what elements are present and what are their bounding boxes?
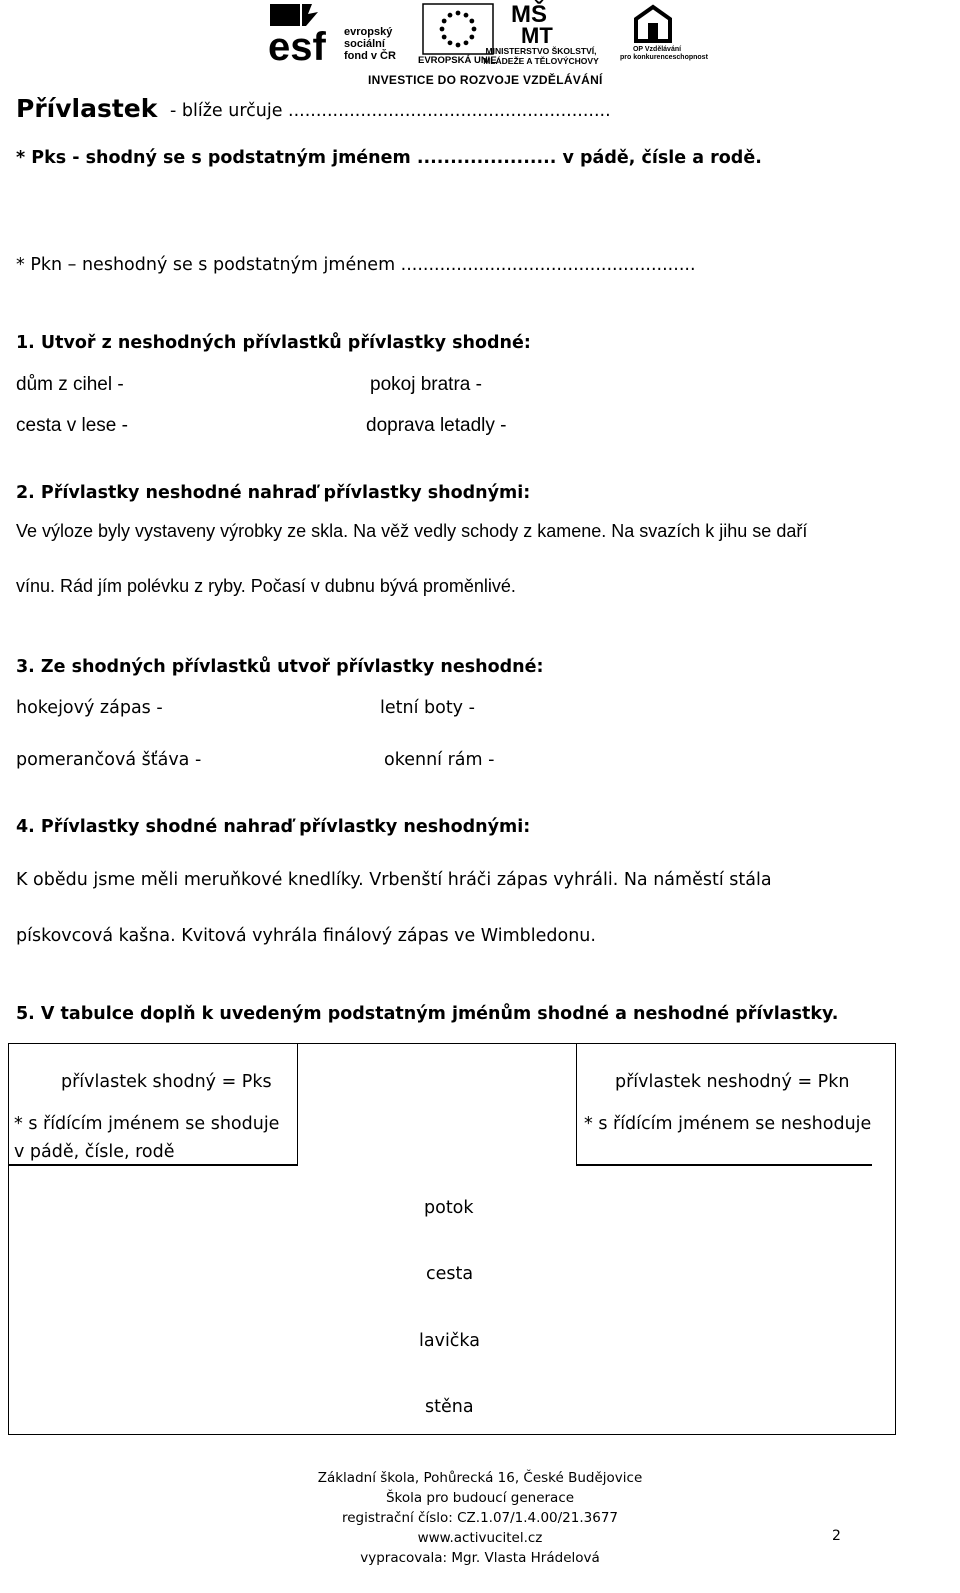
eu-star-icon xyxy=(456,43,461,48)
eu-star-icon xyxy=(456,11,461,16)
svg-text:MŠ: MŠ xyxy=(511,1,547,28)
eu-star-icon xyxy=(469,19,474,24)
task1-item: pokoj bratra - xyxy=(370,374,482,395)
table-divider xyxy=(576,1044,577,1166)
task1-item: dům z cihel - xyxy=(16,374,124,395)
footer-line: Škola pro budoucí generace xyxy=(385,1490,575,1506)
task4-text-line: pískovcová kašna. Kvitová vyhrála finálový zápas ve Wimbledonu. xyxy=(16,926,596,946)
eu-star-icon xyxy=(464,13,469,18)
table-noun: stěna xyxy=(425,1397,474,1417)
eu-star-icon xyxy=(448,13,453,18)
eu-label: EVROPSKÁ UNIE xyxy=(418,55,497,66)
left-rule-line: v pádě, čísle, rodě xyxy=(14,1142,175,1162)
task3-item: letní boty - xyxy=(380,698,475,718)
task1-heading: 1. Utvoř z neshodných přívlastků přívlastky shodné: xyxy=(16,333,531,353)
op-logo xyxy=(628,3,678,43)
msmt-logo xyxy=(511,0,573,44)
footer-line: registrační číslo: CZ.1.07/1.4.00/21.3677 xyxy=(342,1510,618,1526)
right-rule-line: * s řídícím jménem se neshoduje xyxy=(584,1114,872,1134)
task4-heading: 4. Přívlastky shodné nahraď přívlastky neshodnými: xyxy=(16,817,531,837)
eu-star-icon xyxy=(469,35,474,40)
table-divider xyxy=(297,1044,298,1166)
task1-item: doprava letadly - xyxy=(366,415,507,436)
eu-star-icon xyxy=(442,35,447,40)
svg-text:esf: esf xyxy=(268,25,326,64)
task2-text-line: Ve výloze byly vystaveny výrobky ze skla. Na věž vedly schody z kamene. Na svazích k jihu se daří xyxy=(16,521,808,541)
eu-star-icon xyxy=(464,40,469,45)
task1-item: cesta v lese - xyxy=(16,415,128,436)
op-text: OP Vzdělávání pro konkurenceschopnost xyxy=(620,46,708,61)
task5-heading: 5. V tabulce doplň k uvedeným podstatným jménům shodné a neshodné přívlastky. xyxy=(16,1004,839,1024)
title-definition: - blíže určuje .......................................................... xyxy=(170,101,611,121)
footer-line: vypracovala: Mgr. Vlasta Hrádelová xyxy=(360,1550,600,1566)
footer-link[interactable]: www.activucitel.cz xyxy=(417,1530,543,1546)
column-header-shodny: přívlastek shodný = Pks xyxy=(61,1072,272,1092)
header-logos xyxy=(268,0,708,92)
task3-item: pomerančová šťáva - xyxy=(16,750,202,770)
page-title: Přívlastek xyxy=(16,94,158,123)
table-noun: lavička xyxy=(419,1331,480,1351)
msmt-text: MINISTERSTVO ŠKOLSTVÍ, MLÁDEŽE A TĚLOVÝCHOVY xyxy=(483,46,599,66)
task3-heading: 3. Ze shodných přívlastků utvoř přívlastky neshodné: xyxy=(16,657,544,677)
task2-text-line: vínu. Rád jím polévku z ryby. Počasí v dubnu bývá proměnlivé. xyxy=(16,576,516,596)
pkn-definition: * Pkn – neshodný se s podstatným jménem ..................................................... xyxy=(16,255,696,275)
left-rule-line: * s řídícím jménem se shoduje xyxy=(14,1114,280,1134)
task4-text-line: K obědu jsme měli meruňkové knedlíky. Vrbenští hráči zápas vyhráli. Na náměstí stála xyxy=(16,870,772,890)
table-noun: potok xyxy=(424,1198,474,1218)
esf-logo xyxy=(268,2,348,64)
pks-definition: * Pks - shodný se s podstatným jménem ..................... v pádě, čísle a rodě. xyxy=(16,148,762,168)
table-rule xyxy=(576,1164,872,1166)
column-header-neshodny: přívlastek neshodný = Pkn xyxy=(615,1072,850,1092)
attributes-table xyxy=(8,1043,896,1435)
invest-slogan: INVESTICE DO ROZVOJE VZDĚLÁVÁNÍ xyxy=(368,73,603,87)
eu-star-icon xyxy=(442,19,447,24)
task3-item: okenní rám - xyxy=(384,750,495,770)
eu-star-icon xyxy=(448,40,453,45)
task2-heading: 2. Přívlastky neshodné nahraď přívlastky shodnými: xyxy=(16,483,531,503)
task3-item: hokejový zápas - xyxy=(16,698,163,718)
eu-star-icon xyxy=(472,27,477,32)
footer-line: Základní škola, Pohůrecká 16, České Budějovice xyxy=(317,1470,643,1486)
eu-star-icon xyxy=(440,27,445,32)
table-noun: cesta xyxy=(426,1264,474,1284)
page-footer xyxy=(290,1468,670,1568)
svg-text:MT: MT xyxy=(521,23,553,44)
page-number: 2 xyxy=(832,1528,841,1544)
esf-text: evropský sociální fond v ČR xyxy=(344,26,396,62)
